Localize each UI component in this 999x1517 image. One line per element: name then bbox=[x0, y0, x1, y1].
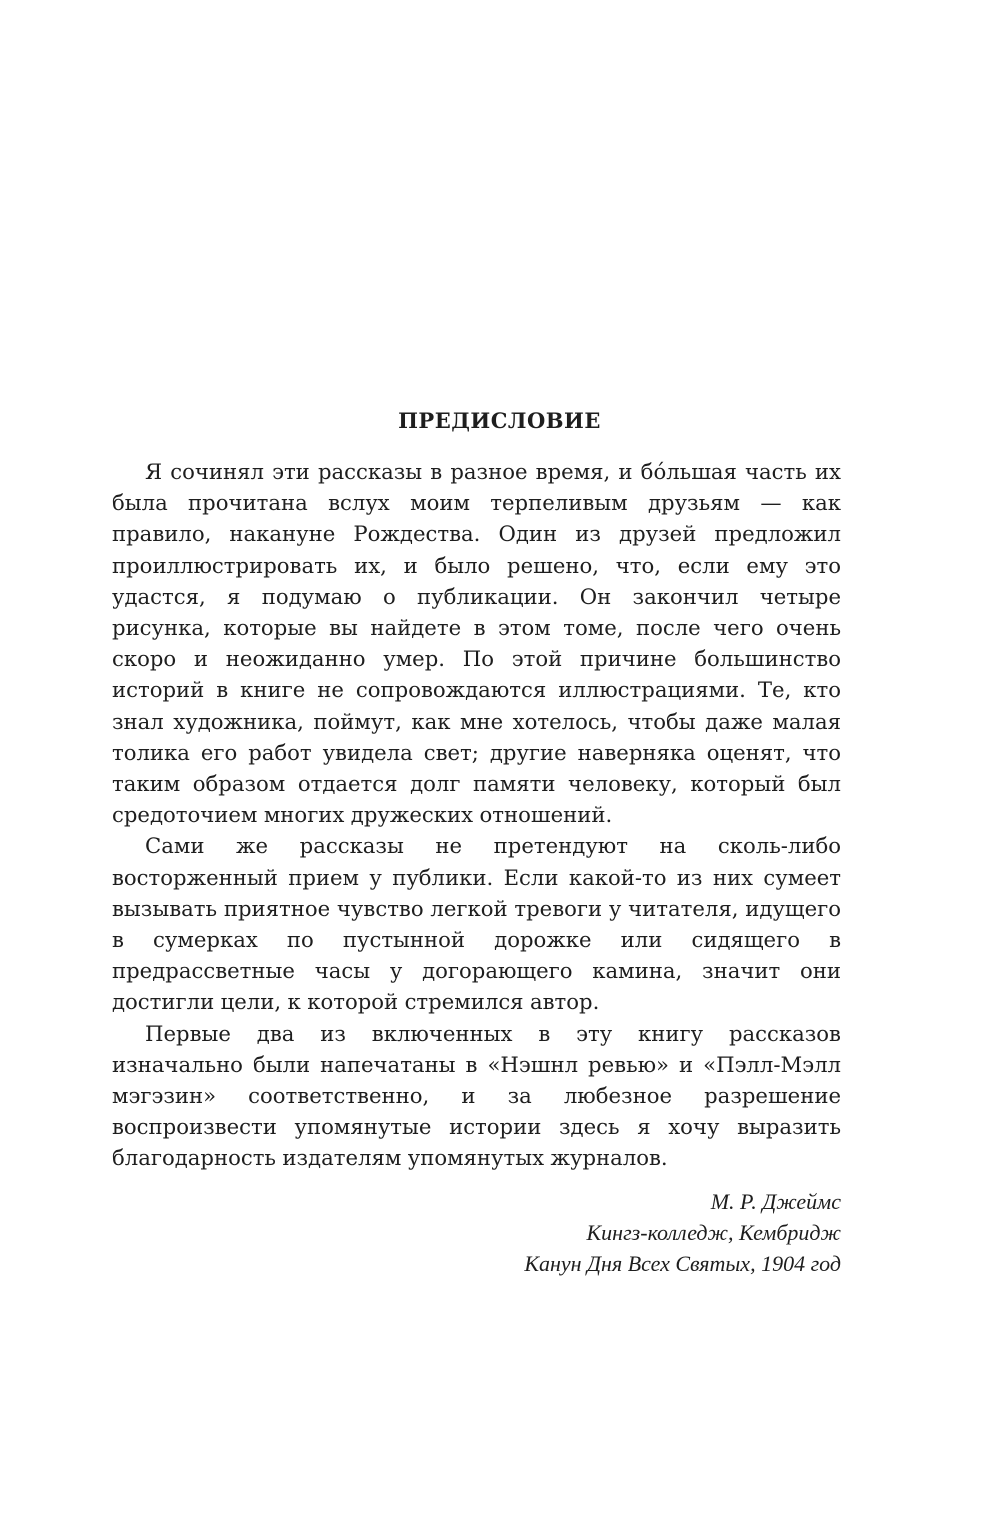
signature-block bbox=[524, 1186, 841, 1279]
page-title: ПРЕДИСЛОВИЕ bbox=[398, 408, 601, 433]
paragraph-3: Первые два из включенных в эту книгу рассказов изначально были напечатаны в «Нэшнл ревью» и «Пэлл-Мэлл мэгэзин» соответственно, и за любезное разрешение воспроизвести упомянутые истории здесь я хочу выразить благодарность издателям упомянутых журналов. bbox=[112, 1020, 841, 1171]
paragraph-1: Я сочинял эти рассказы в разное время, и бóльшая часть их была прочитана вслух моим терпеливым друзьям — как правило, накануне Рождества. Один из друзей предложил проиллюстрировать их, и было решено, что, если ему это удастся, я подумаю о публикации. Он закончил четыре рисунка, которые вы найдете в этом томе, после чего очень скоро и неожиданно умер. По этой причине большинство историй в книге не сопровождаются иллюстрациями. Те, кто знал художника, поймут, как мне хотелось, чтобы даже малая толика его работ увидела свет; другие наверняка оценят, что таким образом отдается долг памяти человеку, который был средоточием многих дружеских отношений. bbox=[112, 459, 841, 828]
signature-date: Канун Дня Всех Святых, 1904 год bbox=[524, 1251, 841, 1276]
signature-author: М. Р. Джеймс bbox=[710, 1189, 841, 1214]
signature-place: Кингз-колледж, Кембридж bbox=[586, 1220, 841, 1245]
paragraph-2: Сами же рассказы не претендуют на сколь-либо восторженный прием у публики. Если какой-то из них сумеет вызывать приятное чувство легкой тревоги у читателя, идущего в сумерках по пустынной дорожке или сидящего в предрассветные часы у догорающего камина, значит они достигли цели, к которой стремился автор. bbox=[112, 833, 841, 1015]
preface-body bbox=[112, 456, 841, 1174]
